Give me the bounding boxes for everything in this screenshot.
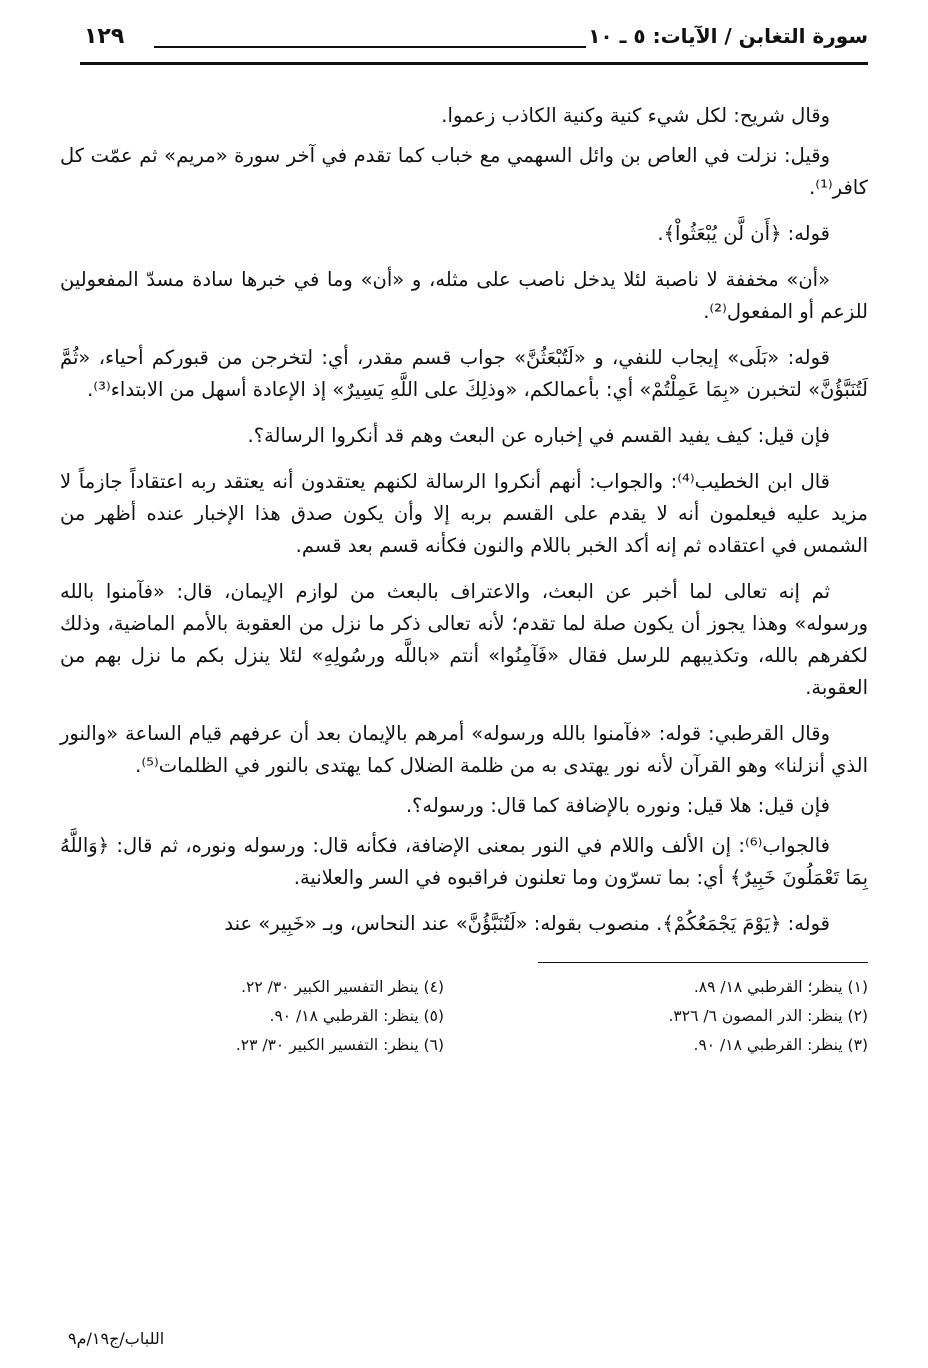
footnote-separator <box>538 962 868 963</box>
footnote-column-right <box>484 973 868 1060</box>
paragraph: قال ابن الخطيب⁽⁴⁾: والجواب: أنهم أنكروا الرسالة لكنهم يعتقدون أنه يعتقد ربه اعتقاداً جازماً لا مزيد عليه فيعلمون أنه لا يقدم على القسم بربه إلا وأن يكون صدق هذا الإخبار عنده أظهر من الشمس في اعتقاده ثم إنه أكد الخبر باللام والنون فكأنه قسم بعد قسم. <box>60 470 868 557</box>
footnote-item: (٦) ينظر: التفسير الكبير ٣٠/ ٢٣. <box>235 1036 444 1054</box>
paragraph: وقيل: نزلت في العاص بن وائل السهمي مع خباب كما تقدم في آخر سورة «مريم» ثم عمّت كل كافر⁽¹⁾. <box>60 144 868 199</box>
header-underline <box>80 62 868 65</box>
footnote-item: (٢) ينظر: الدر المصون ٦/ ٣٢٦. <box>668 1007 868 1025</box>
paragraph: فالجواب⁽⁶⁾: إن الألف واللام في النور بمعنى الإضافة، فكأنه قال: ورسوله ونوره، ثم قال: ﴿وَاللَّهُ بِمَا تَعْمَلُونَ خَبِيرٌ﴾ أي: بما تسرّون وما تعلنون فراقبوه في السر والعلانية. <box>60 834 868 889</box>
paragraph: قوله: «بَلَى» إيجاب للنفي، و «لَتُبْعَثُنَّ» جواب قسم مقدر، أي: لتخرجن من قبوركم أحياء، «ثُمَّ لَتُنَبَّؤُنَّ» لتخبرن «بِمَا عَمِلْتُمْ» أي: بأعمالكم، «وذلِكَ على اللَّهِ يَسِيرٌ» إذ الإعادة أسهل من الابتداء⁽³⁾. <box>60 346 868 401</box>
paragraph: قوله: ﴿أَن لَّن يُبْعَثُواْ﴾. <box>657 222 830 245</box>
paragraph: قوله: ﴿يَوْمَ يَجْمَعُكُمْ﴾. منصوب بقوله: «لَتُنَبَّؤُنَّ» عند النحاس، وبـ «خَبِير» عند <box>224 912 830 935</box>
page-number: ١٢٩ <box>84 24 125 49</box>
paragraph: ثم إنه تعالى لما أخبر عن البعث، والاعتراف بالبعث من لوازم الإيمان، قال: «فآمنوا بالله ورسوله» وهذا يجوز أن يكون صلة لما تقدم؛ لأنه تعالى ذكر ما نزل من العقوبة بالأمم الماضية، وذلك لكفرهم بالله، وتكذيبهم للرسل فقال «فَآمِنُوا» أنتم «باللَّه ورسُولِهِ» لئلا ينزل بكم ما نزل بهم من العقوبة. <box>60 580 868 699</box>
paragraph: فإن قيل: هلا قيل: ونوره بالإضافة كما قال: ورسوله؟. <box>405 794 830 817</box>
header-rule <box>154 46 586 48</box>
paragraph: فإن قيل: كيف يفيد القسم في إخباره عن البعث وهم قد أنكروا الرسالة؟. <box>247 424 830 447</box>
paragraph: وقال شريح: لكل شيء كنية وكنية الكاذب زعموا. <box>441 104 830 127</box>
surah-title: سورة التغابن / الآيات: ٥ ـ ١٠ <box>588 24 868 48</box>
main-text <box>60 100 868 940</box>
book-page <box>60 18 868 1358</box>
footnote-column-left <box>60 973 444 1060</box>
paragraph: «أن» مخففة لا ناصبة لئلا يدخل ناصب على مثله، و «أن» وما في خبرها سادة مسدّ المفعولين للزعم أو المفعول⁽²⁾. <box>60 268 868 323</box>
footnote-item: (١) ينظر؛ القرطبي ١٨/ ٨٩. <box>693 978 868 996</box>
page-header <box>60 18 868 62</box>
book-signature: اللباب/ج١٩/م٩ <box>68 1329 165 1348</box>
footnote-item: (٤) ينظر التفسير الكبير ٣٠/ ٢٢. <box>241 978 444 996</box>
footnote-item: (٥) ينظر: القرطبي ١٨/ ٩٠. <box>269 1007 444 1025</box>
footnote-item: (٣) ينظر: القرطبي ١٨/ ٩٠. <box>693 1036 868 1054</box>
footnotes <box>60 962 868 1060</box>
paragraph: وقال القرطبي: قوله: «فآمنوا بالله ورسوله» أمرهم بالإيمان بعد أن عرفهم قيام الساعة «والنور الذي أنزلنا» وهو القرآن لأنه نور يهتدى به من ظلمة الضلال كما يهتدى بالنور في الظلمات⁽⁵⁾. <box>60 722 868 777</box>
